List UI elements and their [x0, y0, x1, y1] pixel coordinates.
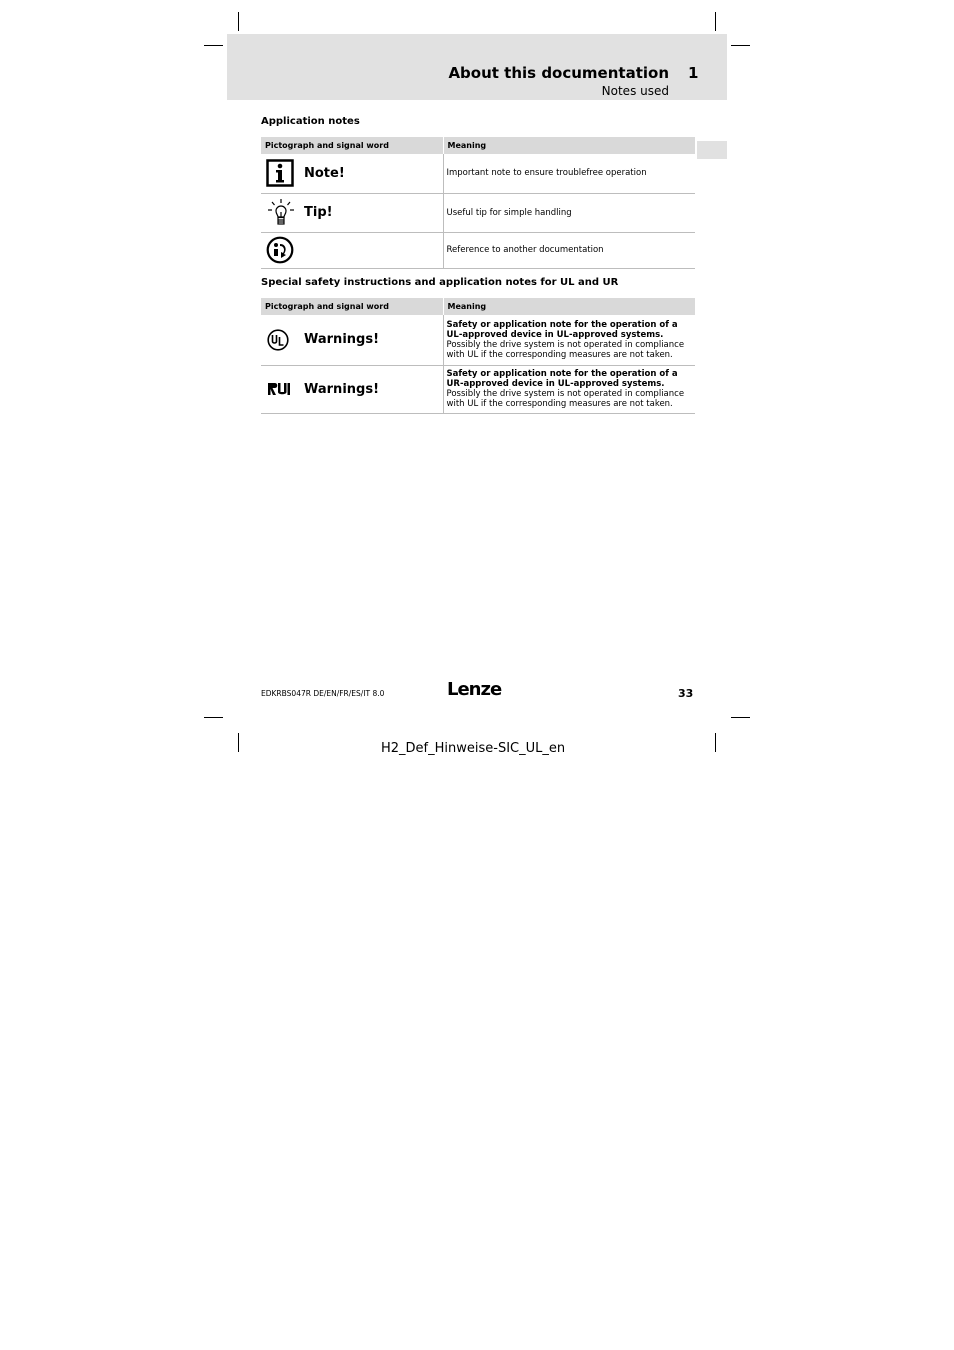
table-row	[261, 154, 695, 193]
meaning-bold-text: Safety or application note for the operation of a UR-approved device in UL-approved systems.	[446, 369, 678, 389]
column-header: Meaning	[443, 298, 695, 315]
meaning-cell: Useful tip for simple handling	[443, 193, 695, 232]
meaning-cell	[443, 365, 695, 413]
crop-mark	[204, 45, 223, 46]
lightbulb-icon	[266, 198, 296, 228]
page-number: 33	[678, 687, 694, 700]
ur-mark-icon	[267, 381, 291, 397]
signal-word: Warnings!	[304, 332, 379, 348]
table-header-row	[261, 298, 695, 315]
meaning-cell: Reference to another documentation	[443, 232, 695, 268]
signal-word: Note!	[304, 165, 345, 181]
info-icon	[266, 159, 294, 187]
lenze-logo: Lenze	[447, 679, 502, 700]
application-notes-table	[261, 137, 695, 269]
reference-icon	[266, 236, 294, 264]
meaning-text: Possibly the drive system is not operated in compliance with UL if the corresponding measures are not taken.	[446, 389, 685, 409]
chapter-subtitle: Notes used	[601, 84, 669, 98]
crop-mark	[204, 717, 223, 718]
ul-mark-icon	[267, 329, 289, 351]
signal-word: Warnings!	[304, 381, 379, 397]
table-row	[261, 365, 695, 413]
table-row	[261, 193, 695, 232]
application-notes-heading: Application notes	[261, 116, 360, 127]
meaning-cell	[443, 315, 695, 365]
column-header: Pictograph and signal word	[261, 298, 443, 315]
crop-mark	[715, 12, 716, 31]
table-header-row	[261, 137, 695, 154]
chapter-number: 1	[688, 64, 699, 82]
pictograph-cell	[261, 154, 443, 193]
crop-mark	[715, 733, 716, 752]
pictograph-cell	[261, 232, 443, 268]
pictograph-cell	[261, 315, 443, 365]
crop-mark	[238, 733, 239, 752]
signal-word: Tip!	[304, 205, 333, 220]
chapter-title: About this documentation	[448, 64, 669, 82]
column-header: Meaning	[443, 137, 695, 154]
pictograph-cell	[261, 193, 443, 232]
table-row	[261, 232, 695, 268]
meaning-cell: Important note to ensure troublefree operation	[443, 154, 695, 193]
column-header: Pictograph and signal word	[261, 137, 443, 154]
file-label: H2_Def_Hinweise-SIC_UL_en	[381, 741, 566, 756]
pictograph-cell	[261, 365, 443, 413]
meaning-text: Possibly the drive system is not operated in compliance with UL if the corresponding measures are not taken.	[446, 339, 685, 360]
document-code: EDKRBS047R DE/EN/FR/ES/IT 8.0	[261, 689, 385, 698]
crop-mark	[731, 717, 750, 718]
ul-notes-heading: Special safety instructions and application notes for UL and UR	[261, 277, 619, 288]
meaning-bold-text: Safety or application note for the operation of a UL-approved device in UL-approved systems.	[446, 319, 678, 340]
crop-mark	[238, 12, 239, 31]
ul-notes-table	[261, 298, 695, 414]
crop-mark	[731, 45, 750, 46]
side-tab	[697, 141, 727, 159]
table-row	[261, 315, 695, 365]
